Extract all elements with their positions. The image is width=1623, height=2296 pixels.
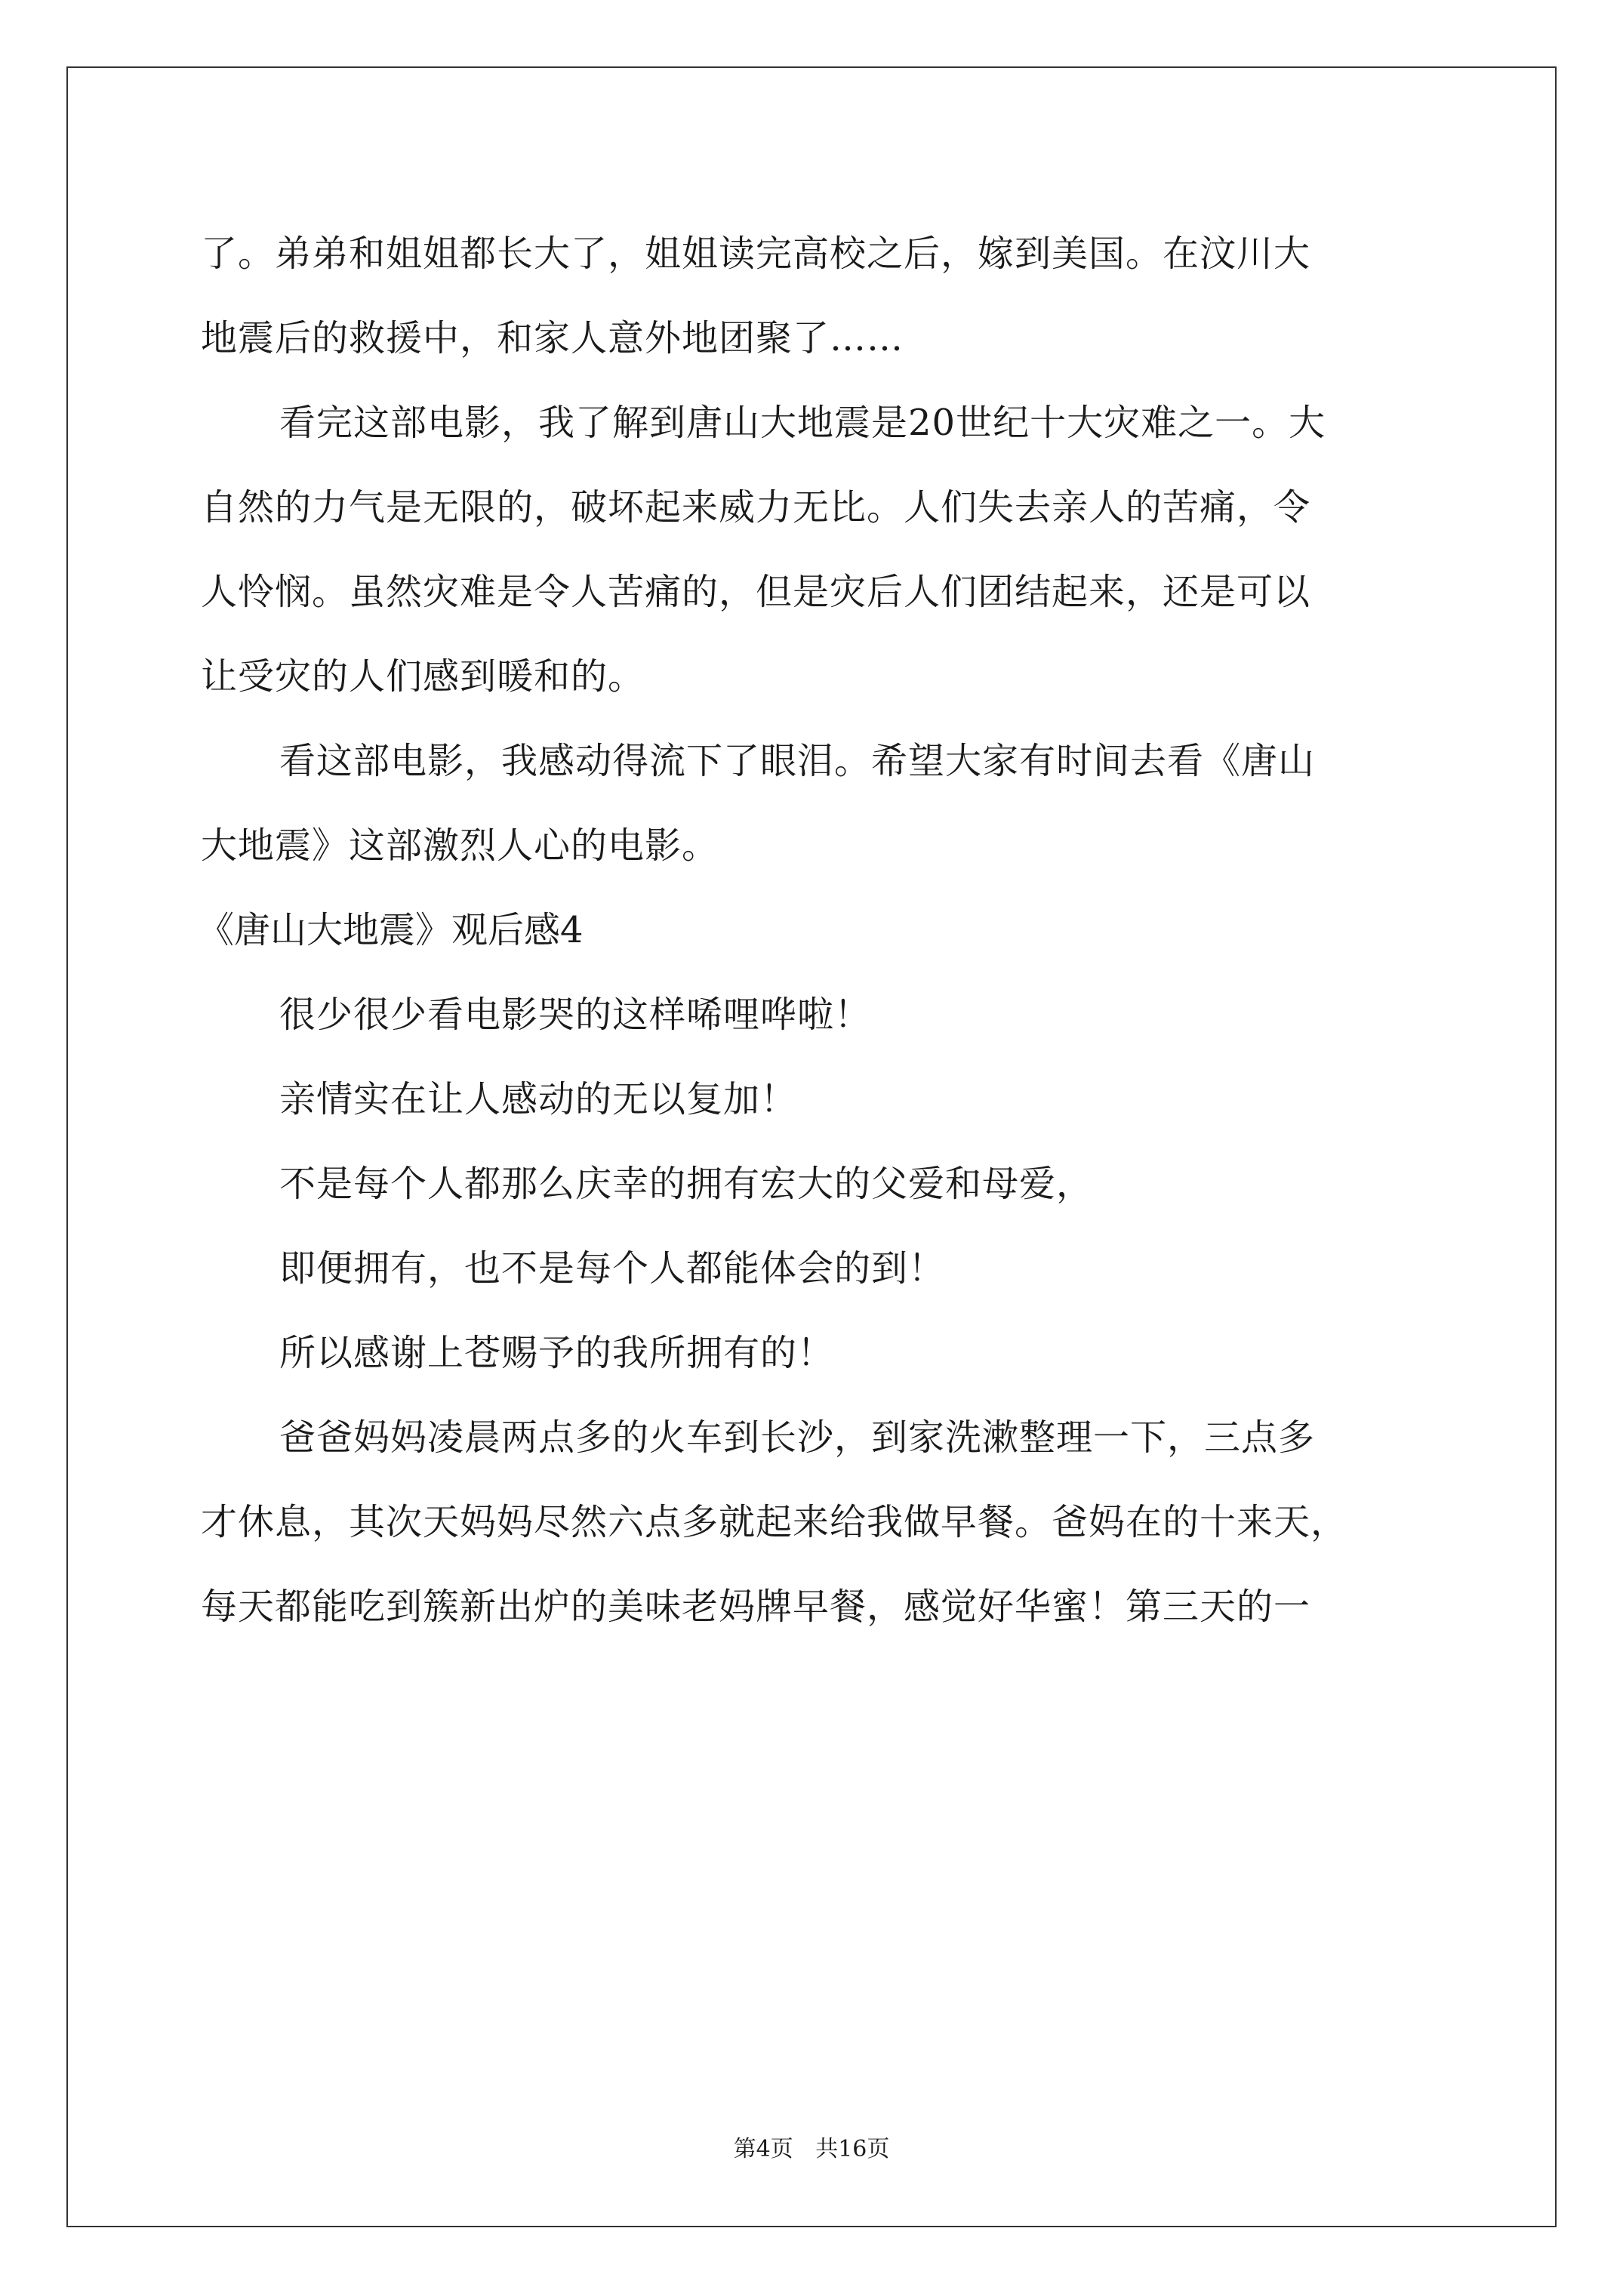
paragraph-3-line-1: 看这部电影，我感动得流下了眼泪。希望大家有时间去看《唐山: [279, 740, 1316, 782]
paragraph-1-line-1: 了。弟弟和姐姐都长大了，姐姐读完高校之后，嫁到美国。在汶川大: [201, 233, 1311, 275]
page-number: 第4页: [733, 2136, 793, 2162]
paragraph-2-line-4: 让受灾的人们感到暖和的。: [201, 655, 645, 698]
paragraph-8: 所以感谢上苍赐予的我所拥有的！: [279, 1332, 835, 1374]
paragraph-3-line-2: 大地震》这部激烈人心的电影。: [201, 824, 719, 867]
paragraph-5: 亲情实在让人感动的无以复加！: [279, 1078, 798, 1120]
paragraph-4: 很少很少看电影哭的这样唏哩哗啦！: [279, 994, 872, 1036]
paragraph-6: 不是每个人都那么庆幸的拥有宏大的父爱和母爱，: [279, 1163, 1094, 1205]
paragraph-2-line-3: 人怜悯。虽然灾难是令人苦痛的，但是灾后人们团结起来，还是可以: [201, 571, 1311, 613]
page-total: 共16页: [815, 2136, 890, 2162]
paragraph-9-line-2: 才休息，其次天妈妈尽然六点多就起来给我做早餐。爸妈在的十来天，: [201, 1501, 1348, 1543]
page-footer: [0, 2134, 1623, 2165]
section-heading: 《唐山大地震》观后感4: [198, 909, 584, 951]
paragraph-1-line-2: 地震后的救援中，和家人意外地团聚了……: [201, 317, 904, 359]
paragraph-2-line-2: 自然的力气是无限的，破坏起来威力无比。人们失去亲人的苦痛，令: [201, 486, 1311, 529]
document-body: [198, 211, 1439, 1649]
paragraph-2-line-1: 看完这部电影，我了解到唐山大地震是20世纪十大灾难之一。大: [279, 402, 1326, 444]
paragraph-9-line-1: 爸爸妈妈凌晨两点多的火车到长沙，到家洗漱整理一下，三点多: [279, 1416, 1316, 1459]
paragraph-9-line-3: 每天都能吃到簇新出炉的美味老妈牌早餐，感觉好华蜜！第三天的一: [201, 1586, 1311, 1628]
paragraph-7: 即便拥有，也不是每个人都能体会的到！: [279, 1247, 946, 1290]
